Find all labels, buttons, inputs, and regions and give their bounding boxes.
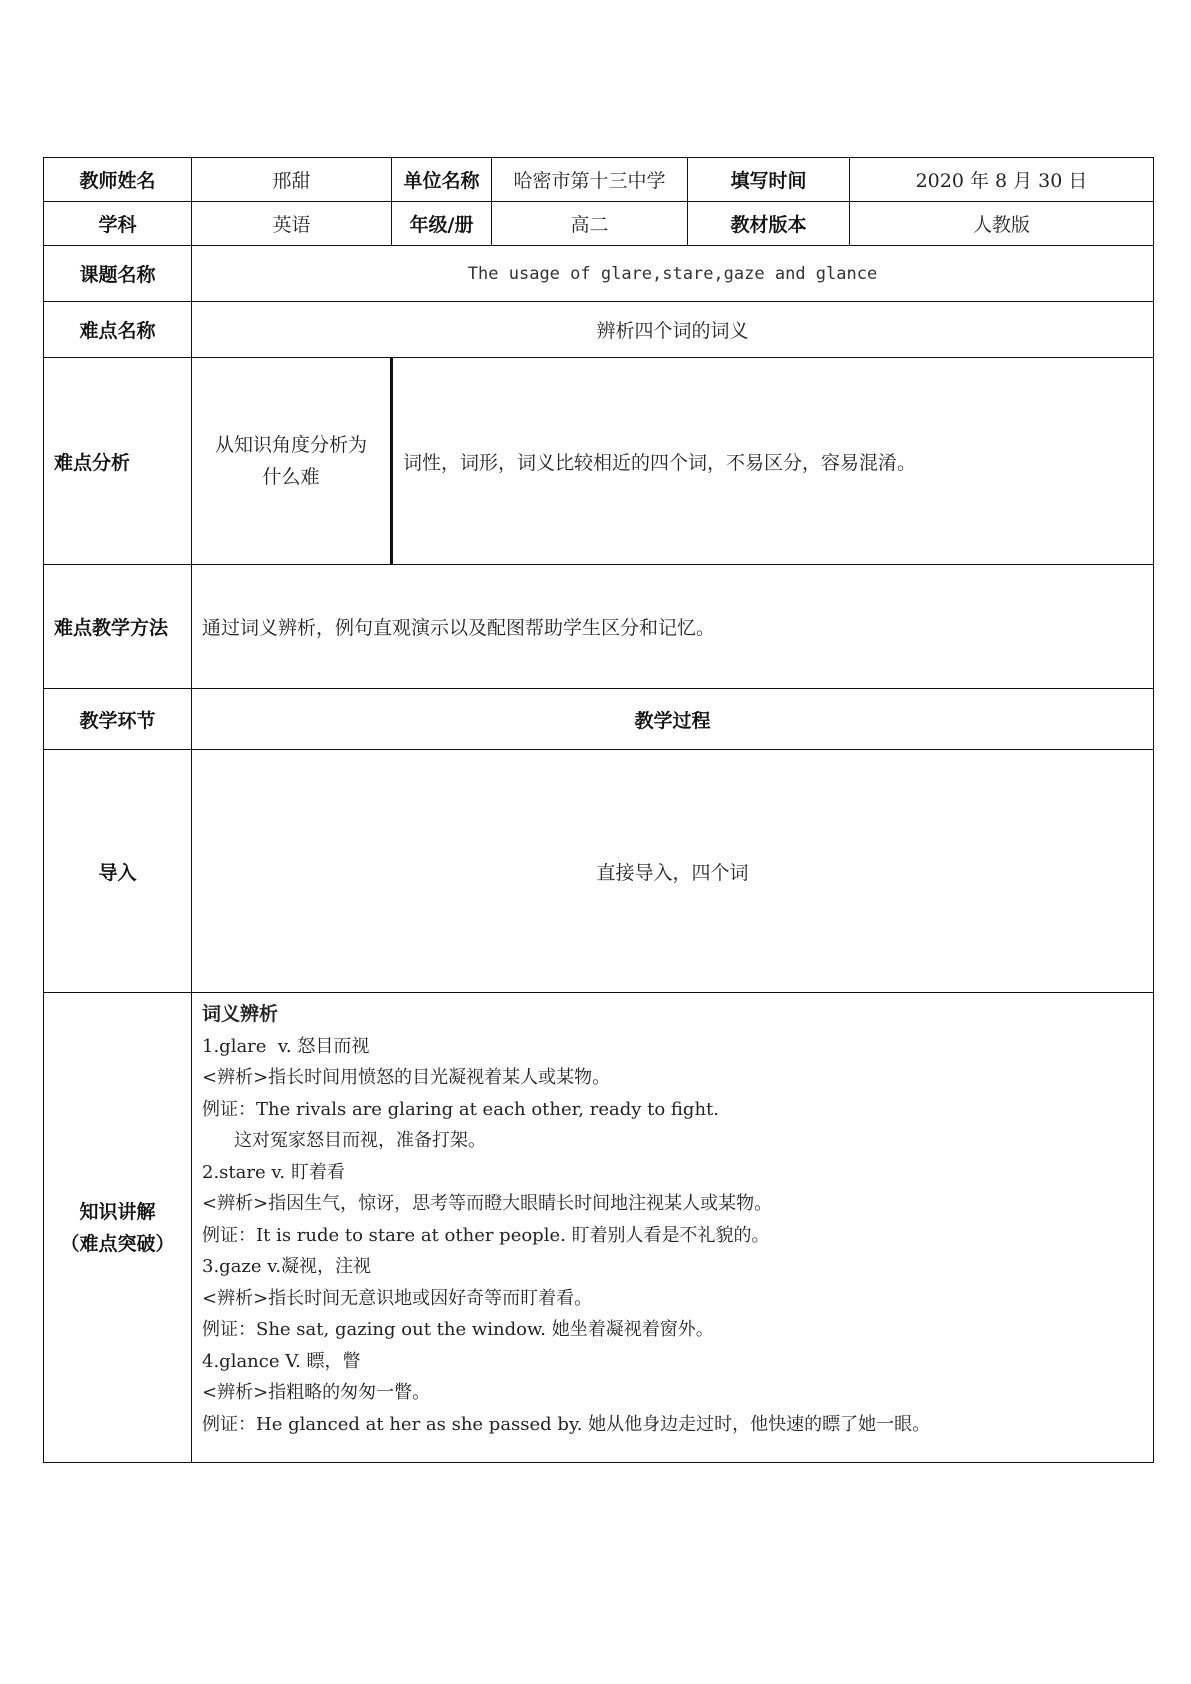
teacher-label: 教师姓名 — [44, 158, 192, 202]
method-row — [44, 565, 1154, 689]
analysis-sub-label: 从知识角度分析为什么难 — [192, 358, 392, 565]
header-row-2 — [44, 202, 1154, 246]
analysis-row — [44, 358, 1154, 565]
intro-label: 导入 — [44, 750, 192, 993]
knowledge-line: <辨析>指长时间用愤怒的目光凝视着某人或某物。 — [202, 1067, 611, 1088]
knowledge-heading: 词义辨析 — [202, 1003, 279, 1025]
topic-row — [44, 246, 1154, 302]
difficulty-row — [44, 302, 1154, 358]
lesson-plan-page — [43, 157, 1153, 1463]
date-value: 2020 年 8 月 30 日 — [850, 158, 1154, 202]
knowledge-line: 例证：She sat, gazing out the window. 她坐着凝视着窗外。 — [202, 1319, 714, 1340]
process-label: 教学过程 — [192, 689, 1154, 750]
stage-label: 教学环节 — [44, 689, 192, 750]
process-header-row — [44, 689, 1154, 750]
knowledge-line: 2.stare v. 盯着看 — [202, 1161, 345, 1183]
analysis-value: 词性，词形，词义比较相近的四个词，不易区分，容易混淆。 — [392, 358, 1154, 565]
grade-label: 年级/册 — [392, 202, 492, 246]
knowledge-label-line2: （难点突破） — [60, 1232, 175, 1255]
intro-row — [44, 750, 1154, 993]
knowledge-label-line1: 知识讲解 — [79, 1200, 156, 1223]
difficulty-value: 辨析四个词的词义 — [192, 302, 1154, 358]
topic-label: 课题名称 — [44, 246, 192, 302]
knowledge-line: 这对冤家怒目而视，准备打架。 — [234, 1130, 486, 1151]
knowledge-line: 4.glance V. 瞟，瞥 — [202, 1350, 361, 1372]
knowledge-line: 例证：The rivals are glaring at each other, ready to fight. — [202, 1098, 719, 1120]
knowledge-line: 例证：It is rude to stare at other people. 盯着别人看是不礼貌的。 — [202, 1224, 770, 1246]
knowledge-content — [192, 993, 1154, 1463]
knowledge-line: <辨析>指粗略的匆匆一瞥。 — [202, 1382, 431, 1403]
subject-label: 学科 — [44, 202, 192, 246]
topic-value: The usage of glare,stare,gaze and glance — [192, 246, 1154, 302]
teacher-value: 邢甜 — [192, 158, 392, 202]
subject-value: 英语 — [192, 202, 392, 246]
analysis-label: 难点分析 — [44, 358, 192, 565]
header-row-1 — [44, 158, 1154, 202]
unit-label: 单位名称 — [392, 158, 492, 202]
edition-label: 教材版本 — [688, 202, 850, 246]
knowledge-label — [44, 993, 192, 1463]
knowledge-line: 3.gaze v.凝视，注视 — [202, 1256, 372, 1277]
lesson-plan-table — [43, 157, 1154, 1463]
knowledge-line: <辨析>指因生气，惊讶，思考等而瞪大眼睛长时间地注视某人或某物。 — [202, 1193, 773, 1214]
difficulty-label: 难点名称 — [44, 302, 192, 358]
date-label: 填写时间 — [688, 158, 850, 202]
grade-value: 高二 — [492, 202, 688, 246]
knowledge-row — [44, 993, 1154, 1463]
knowledge-line: <辨析>指长时间无意识地或因好奇等而盯着看。 — [202, 1287, 593, 1309]
method-label: 难点教学方法 — [44, 565, 192, 689]
knowledge-line: 例证：He glanced at her as she passed by. 她从他身边走过时，他快速的瞟了她一眼。 — [202, 1413, 931, 1435]
method-value: 通过词义辨析，例句直观演示以及配图帮助学生区分和记忆。 — [192, 565, 1154, 689]
unit-value: 哈密市第十三中学 — [492, 158, 688, 202]
intro-value: 直接导入，四个词 — [192, 750, 1154, 993]
knowledge-line: 1.glare v. 怒目而视 — [202, 1035, 370, 1057]
edition-value: 人教版 — [850, 202, 1154, 246]
